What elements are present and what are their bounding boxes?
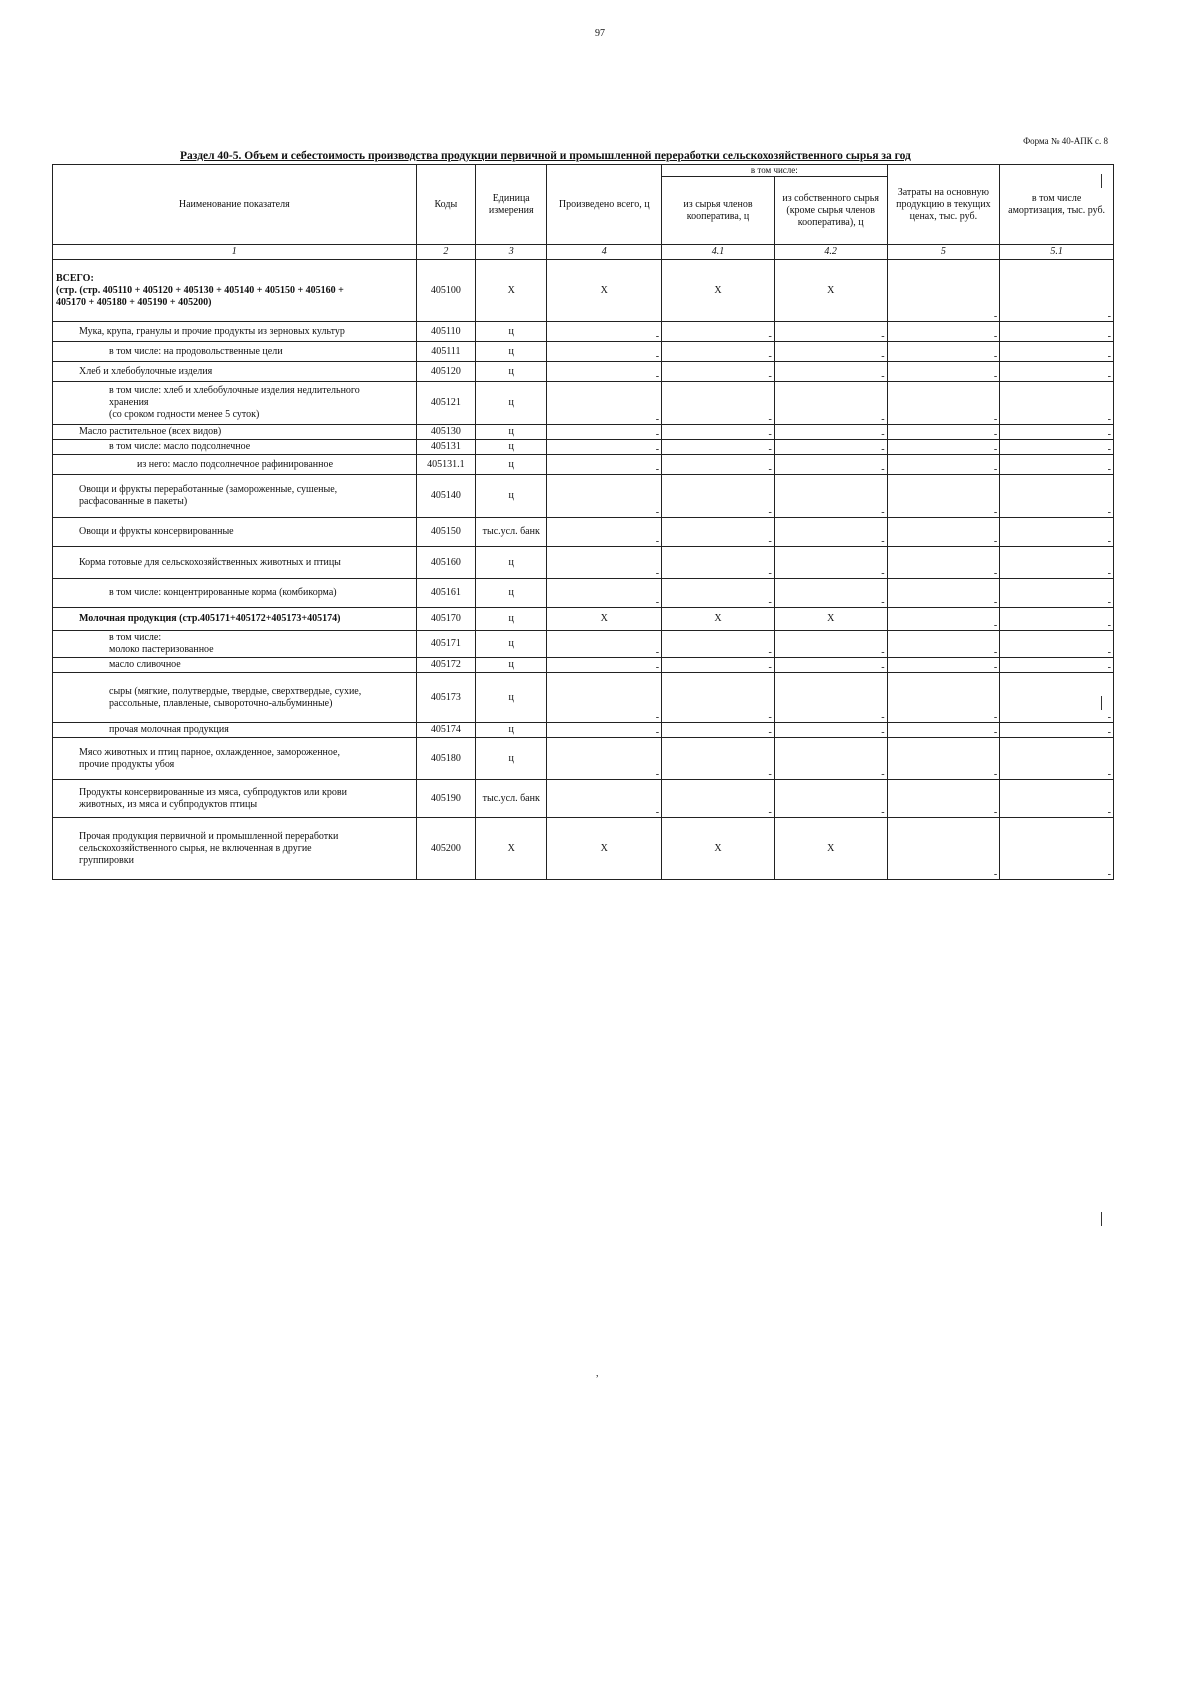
row-code: 405121: [416, 382, 476, 425]
column-number: 4: [547, 245, 662, 260]
value-cell: [887, 818, 1000, 880]
row-unit: ц: [476, 322, 547, 342]
value-cell: [1000, 425, 1114, 440]
row-name: [53, 425, 417, 440]
table-row: [53, 440, 1114, 455]
value-cell: [887, 342, 1000, 362]
row-name-line: животных, из мяса и субпродуктов птицы: [79, 798, 258, 810]
value-cell: [662, 455, 775, 475]
value-cell: [887, 425, 1000, 440]
value-cell: [887, 260, 1000, 322]
row-unit: ц: [476, 475, 547, 518]
row-name-line: Корма готовые для сельскохозяйственных животных и птицы: [79, 556, 341, 568]
row-code: 405131: [416, 440, 476, 455]
value-cell: [887, 322, 1000, 342]
row-code: 405170: [416, 608, 476, 631]
header-unit: Единица измерения: [476, 165, 547, 245]
value-cell: [547, 518, 662, 547]
value-cell: [662, 425, 775, 440]
value-cell: [1000, 780, 1114, 818]
row-name-line: Прочая продукция первичной и промышленной переработки: [79, 830, 339, 842]
value-cell: [547, 738, 662, 780]
value-cell: [547, 475, 662, 518]
row-unit: X: [476, 818, 547, 880]
header-name: Наименование показателя: [53, 165, 417, 245]
value-cell: [547, 631, 662, 658]
column-number: 5: [887, 245, 1000, 260]
table-row: [53, 382, 1114, 425]
row-name-line: Масло растительное (всех видов): [79, 426, 222, 437]
row-name: [53, 818, 417, 880]
row-name-line: Хлеб и хлебобулочные изделия: [79, 365, 213, 377]
value-cell: [774, 547, 887, 579]
value-cell: [887, 475, 1000, 518]
value-cell: [774, 631, 887, 658]
column-number: 3: [476, 245, 547, 260]
row-unit: ц: [476, 547, 547, 579]
row-unit: ц: [476, 738, 547, 780]
value-cell: [662, 518, 775, 547]
row-name: [53, 723, 417, 738]
table-row: [53, 673, 1114, 723]
value-cell: [774, 518, 887, 547]
column-number-row: [53, 245, 1114, 260]
table-row: [53, 362, 1114, 382]
row-code: 405160: [416, 547, 476, 579]
value-cell: [1000, 738, 1114, 780]
row-name-line: в том числе: концентрированные корма (комбикорма): [109, 587, 337, 598]
row-unit: тыс.усл. банк: [476, 780, 547, 818]
section-title: Раздел 40-5. Объем и себестоимость производства продукции первичной и промышленной переработки сельскохозяйственного сырья за год: [180, 150, 911, 162]
row-unit: ц: [476, 455, 547, 475]
row-code: 405171: [416, 631, 476, 658]
row-name: [53, 518, 417, 547]
value-cell: [547, 673, 662, 723]
value-cell: [662, 738, 775, 780]
x-mark: X: [547, 608, 662, 631]
row-name-line: сельскохозяйственного сырья, не включенная в другие: [79, 842, 312, 854]
row-name: [53, 738, 417, 780]
value-cell: [547, 579, 662, 608]
value-cell: [662, 475, 775, 518]
header-depreciation: в том числе амортизация, тыс. руб.: [1000, 165, 1114, 245]
column-number: 4.2: [774, 245, 887, 260]
row-code: 405190: [416, 780, 476, 818]
value-cell: [887, 631, 1000, 658]
header-codes: Коды: [416, 165, 476, 245]
row-name-line: в том числе:: [109, 632, 162, 643]
row-name-line: в том числе: масло подсолнечное: [109, 441, 251, 452]
header-costs: Затраты на основную продукцию в текущих ценах, тыс. руб.: [887, 165, 1000, 245]
margin-mark: [1101, 1212, 1102, 1226]
table-body: [53, 260, 1114, 880]
row-name-line: хранения: [109, 397, 149, 408]
margin-mark: [1101, 174, 1102, 188]
row-unit: тыс.усл. банк: [476, 518, 547, 547]
row-unit: ц: [476, 440, 547, 455]
margin-mark: [1101, 696, 1102, 710]
value-cell: [1000, 455, 1114, 475]
value-cell: [887, 518, 1000, 547]
value-cell: [1000, 260, 1114, 322]
row-name-line: Мука, крупа, гранулы и прочие продукты из зерновых культур: [79, 325, 345, 337]
row-code: 405161: [416, 579, 476, 608]
value-cell: [1000, 608, 1114, 631]
table-row: [53, 608, 1114, 631]
value-cell: [887, 738, 1000, 780]
table-row: [53, 260, 1114, 322]
x-mark: X: [547, 260, 662, 322]
table-row: [53, 818, 1114, 880]
value-cell: [887, 547, 1000, 579]
value-cell: [774, 579, 887, 608]
value-cell: [887, 362, 1000, 382]
value-cell: [774, 780, 887, 818]
value-cell: [774, 342, 887, 362]
row-code: 405111: [416, 342, 476, 362]
production-table: [52, 164, 1114, 880]
value-cell: [547, 382, 662, 425]
row-name: [53, 673, 417, 723]
x-mark: X: [774, 818, 887, 880]
row-code: 405180: [416, 738, 476, 780]
row-name-line: прочая молочная продукция: [109, 724, 229, 735]
row-code: 405130: [416, 425, 476, 440]
value-cell: [887, 382, 1000, 425]
value-cell: [887, 608, 1000, 631]
table-row: [53, 322, 1114, 342]
row-unit: ц: [476, 673, 547, 723]
table-row: [53, 658, 1114, 673]
row-name-line: сыры (мягкие, полутвердые, твердые, сверхтвердые, сухие,: [109, 685, 362, 697]
row-unit: ц: [476, 723, 547, 738]
x-mark: X: [662, 818, 775, 880]
value-cell: [887, 579, 1000, 608]
row-name: [53, 322, 417, 342]
value-cell: [1000, 723, 1114, 738]
row-name-line: Мясо животных и птиц парное, охлажденное, замороженное,: [79, 746, 340, 758]
table-row: [53, 475, 1114, 518]
value-cell: [662, 362, 775, 382]
row-code: 405173: [416, 673, 476, 723]
row-name: [53, 382, 417, 425]
value-cell: [774, 440, 887, 455]
value-cell: [774, 362, 887, 382]
x-mark: X: [662, 608, 775, 631]
row-name-line: (стр. (стр. 405110 + 405120 + 405130 + 405140 + 405150 + 405160 +: [56, 284, 344, 296]
value-cell: [662, 780, 775, 818]
row-name-line: 405170 + 405180 + 405190 + 405200): [56, 296, 212, 308]
value-cell: [774, 738, 887, 780]
value-cell: [662, 382, 775, 425]
value-cell: [774, 673, 887, 723]
row-name-line: (со сроком годности менее 5 суток): [109, 409, 260, 420]
row-code: 405200: [416, 818, 476, 880]
value-cell: [774, 322, 887, 342]
value-cell: [1000, 342, 1114, 362]
value-cell: [1000, 658, 1114, 673]
value-cell: [1000, 322, 1114, 342]
value-cell: [662, 322, 775, 342]
row-name-line: молоко пастеризованное: [109, 644, 214, 655]
row-name: [53, 658, 417, 673]
row-code: 405120: [416, 362, 476, 382]
value-cell: [887, 723, 1000, 738]
value-cell: [662, 673, 775, 723]
row-unit: ц: [476, 658, 547, 673]
stray-mark: ,: [596, 1368, 599, 1379]
value-cell: [547, 780, 662, 818]
header-from-members: из сырья членов кооператива, ц: [662, 177, 775, 245]
value-cell: [887, 780, 1000, 818]
header-produced: Произведено всего, ц: [547, 165, 662, 245]
row-name: [53, 547, 417, 579]
table-header: [53, 165, 1114, 245]
value-cell: [774, 723, 887, 738]
value-cell: [662, 547, 775, 579]
row-name: [53, 579, 417, 608]
x-mark: X: [774, 608, 887, 631]
row-name-line: Овощи и фрукты консервированные: [79, 526, 234, 537]
row-name-line: из него: масло подсолнечное рафинированное: [137, 458, 334, 470]
value-cell: [1000, 382, 1114, 425]
value-cell: [887, 440, 1000, 455]
value-cell: [774, 455, 887, 475]
x-mark: X: [662, 260, 775, 322]
column-number: 1: [53, 245, 417, 260]
row-name-line: Овощи и фрукты переработанные (замороженные, сушеные,: [79, 484, 338, 495]
row-unit: ц: [476, 631, 547, 658]
table-row: [53, 723, 1114, 738]
row-code: 405131.1: [416, 455, 476, 475]
table-row: [53, 518, 1114, 547]
row-name: [53, 780, 417, 818]
table-row: [53, 547, 1114, 579]
table-row: [53, 780, 1114, 818]
row-name-line: в том числе: хлеб и хлебобулочные изделия недлительного: [109, 385, 360, 396]
value-cell: [1000, 579, 1114, 608]
value-cell: [662, 723, 775, 738]
value-cell: [662, 579, 775, 608]
row-name: [53, 260, 417, 322]
value-cell: [662, 631, 775, 658]
value-cell: [887, 658, 1000, 673]
row-code: 405140: [416, 475, 476, 518]
row-unit: ц: [476, 342, 547, 362]
row-code: 405100: [416, 260, 476, 322]
value-cell: [662, 342, 775, 362]
row-name: [53, 440, 417, 455]
value-cell: [774, 475, 887, 518]
value-cell: [774, 658, 887, 673]
row-name-line: группировки: [79, 854, 134, 866]
value-cell: [1000, 475, 1114, 518]
value-cell: [547, 362, 662, 382]
row-name-line: в том числе: на продовольственные цели: [109, 345, 283, 357]
row-name-line: Молочная продукция (стр.405171+405172+405173+405174): [79, 613, 341, 624]
value-cell: [1000, 362, 1114, 382]
row-code: 405150: [416, 518, 476, 547]
value-cell: [547, 723, 662, 738]
table-row: [53, 579, 1114, 608]
table-row: [53, 631, 1114, 658]
table-row: [53, 738, 1114, 780]
column-number: 4.1: [662, 245, 775, 260]
value-cell: [1000, 818, 1114, 880]
row-unit: ц: [476, 362, 547, 382]
value-cell: [1000, 440, 1114, 455]
value-cell: [662, 658, 775, 673]
row-name-line: ВСЕГО:: [56, 272, 94, 284]
row-name: [53, 631, 417, 658]
row-unit: X: [476, 260, 547, 322]
header-including: в том числе:: [662, 165, 887, 177]
value-cell: [547, 342, 662, 362]
value-cell: [887, 455, 1000, 475]
value-cell: [662, 440, 775, 455]
column-number: 2: [416, 245, 476, 260]
value-cell: [547, 547, 662, 579]
row-name-line: масло сливочное: [109, 659, 181, 670]
value-cell: [774, 425, 887, 440]
value-cell: [1000, 631, 1114, 658]
row-unit: ц: [476, 425, 547, 440]
value-cell: [1000, 673, 1114, 723]
x-mark: X: [547, 818, 662, 880]
value-cell: [887, 673, 1000, 723]
x-mark: X: [774, 260, 887, 322]
value-cell: [547, 322, 662, 342]
row-code: 405110: [416, 322, 476, 342]
header-from-own: из собственного сырья (кроме сырья членов кооператива), ц: [774, 177, 887, 245]
column-number: 5.1: [1000, 245, 1114, 260]
row-code: 405172: [416, 658, 476, 673]
row-name: [53, 455, 417, 475]
value-cell: [1000, 547, 1114, 579]
row-name-line: рассольные, плавленые, сывороточно-альбуминные): [109, 697, 333, 709]
table-row: [53, 342, 1114, 362]
value-cell: [547, 440, 662, 455]
value-cell: [547, 425, 662, 440]
row-unit: ц: [476, 608, 547, 631]
table-row: [53, 425, 1114, 440]
row-name: [53, 608, 417, 631]
row-name-line: прочие продукты убоя: [79, 758, 175, 770]
row-name-line: Продукты консервированные из мяса, субпродуктов или крови: [79, 786, 347, 798]
row-name: [53, 342, 417, 362]
row-name-line: расфасованные в пакеты): [79, 496, 188, 507]
table-row: [53, 455, 1114, 475]
row-name: [53, 475, 417, 518]
value-cell: [1000, 518, 1114, 547]
form-code: Форма № 40-АПК с. 8: [1023, 136, 1108, 146]
value-cell: [547, 455, 662, 475]
value-cell: [547, 658, 662, 673]
row-name: [53, 362, 417, 382]
row-code: 405174: [416, 723, 476, 738]
row-unit: ц: [476, 579, 547, 608]
value-cell: [774, 382, 887, 425]
page-number: 97: [595, 28, 605, 39]
row-unit: ц: [476, 382, 547, 425]
